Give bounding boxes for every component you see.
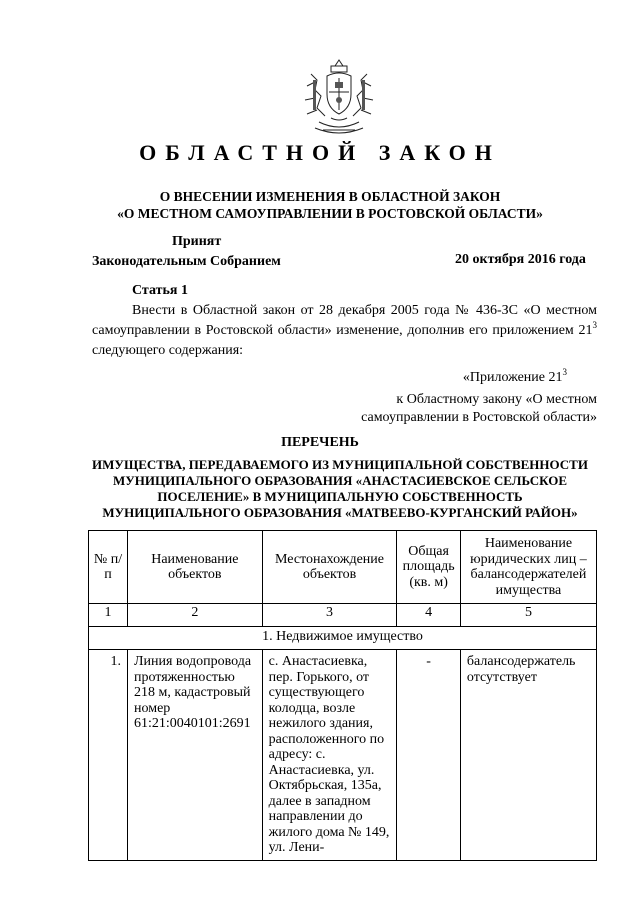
list-subtitle-line-3: ПОСЕЛЕНИЕ» В МУНИЦИПАЛЬНУЮ СОБСТВЕННОСТЬ <box>157 489 523 504</box>
object-location: с. Анастасиевка, пер. Горького, от существующего колодца, возле нежилого здания, расположенного по адресу: с. Анастасиевка, ул. Октябрьская, 135а, далее в западном направлении до жилого дома № 149, ул. Лени- <box>262 650 397 861</box>
article-text <box>92 301 597 361</box>
appendix-sup: 3 <box>562 367 567 377</box>
header-object-name: Наименование объектов <box>128 531 263 604</box>
list-subtitle-line-4: МУНИЦИПАЛЬНОГО ОБРАЗОВАНИЯ «МАТВЕЕВО-КУРГАНСКИЙ РАЙОН» <box>102 505 578 520</box>
column-number: 5 <box>460 604 596 627</box>
property-table <box>88 530 597 861</box>
subject-line-2: «О МЕСТНОМ САМОУПРАВЛЕНИИ В РОСТОВСКОЙ ОБЛАСТИ» <box>117 206 543 221</box>
subject-line-1: О ВНЕСЕНИИ ИЗМЕНЕНИЯ В ОБЛАСТНОЙ ЗАКОН <box>159 189 501 204</box>
table-row <box>89 650 597 861</box>
list-title: ПЕРЕЧЕНЬ <box>281 435 359 450</box>
list-subtitle <box>80 457 600 521</box>
column-number: 3 <box>262 604 397 627</box>
adoption-date: 20 октября 2016 года <box>455 252 586 267</box>
column-number: 2 <box>128 604 263 627</box>
article-text-tail: следующего содержания: <box>92 343 244 358</box>
header-location: Местонахождение объектов <box>262 531 397 604</box>
appendix-line-2: к Областному закону «О местном <box>396 392 597 407</box>
column-number-row <box>89 604 597 627</box>
header-area: Общая площадь (кв. м) <box>397 531 461 604</box>
column-number: 1 <box>89 604 128 627</box>
appendix-reference <box>297 369 597 427</box>
header-balance-holder: Наименование юридических лиц – балансодержателей имущества <box>460 531 596 604</box>
section-row <box>89 627 597 650</box>
appendix-line-1: «Приложение 21 <box>462 370 563 385</box>
list-subtitle-line-1: ИМУЩЕСТВА, ПЕРЕДАВАЕМОГО ИЗ МУНИЦИПАЛЬНОЙ СОБСТВЕННОСТИ <box>92 457 588 472</box>
article-sup: 3 <box>592 320 597 330</box>
appendix-line-3: самоуправлении в Ростовской области» <box>361 410 597 425</box>
law-subject <box>60 188 600 222</box>
object-area: - <box>397 650 461 861</box>
law-title: ОБЛАСТНОЙ ЗАКОН <box>139 140 501 165</box>
accepted-by: Законодательным Собранием <box>92 254 281 269</box>
article-text-main: Внести в Областной закон от 28 декабря 2005 года № 436-ЗС «О местном самоуправлении в Ростовской области» изменение, дополнив его приложением 21 <box>92 303 597 338</box>
accepted-label: Принят <box>172 234 222 249</box>
article-heading: Статья 1 <box>132 283 188 298</box>
row-number: 1. <box>89 650 128 861</box>
object-name: Линия водопровода протяженностью 218 м, кадастровый номер 61:21:0040101:2691 <box>128 650 263 861</box>
header-number: № п/п <box>89 531 128 604</box>
rostov-oblast-coat-of-arms-icon <box>297 56 381 140</box>
adoption-block <box>92 232 292 272</box>
section-title: 1. Недвижимое имущество <box>89 627 597 650</box>
list-subtitle-line-2: МУНИЦИПАЛЬНОГО ОБРАЗОВАНИЯ «АНАСТАСИЕВСКОЕ СЕЛЬСКОЕ <box>112 473 568 488</box>
column-number: 4 <box>397 604 461 627</box>
balance-holder: балансодержатель отсутствует <box>460 650 596 861</box>
table-header-row <box>89 531 597 604</box>
